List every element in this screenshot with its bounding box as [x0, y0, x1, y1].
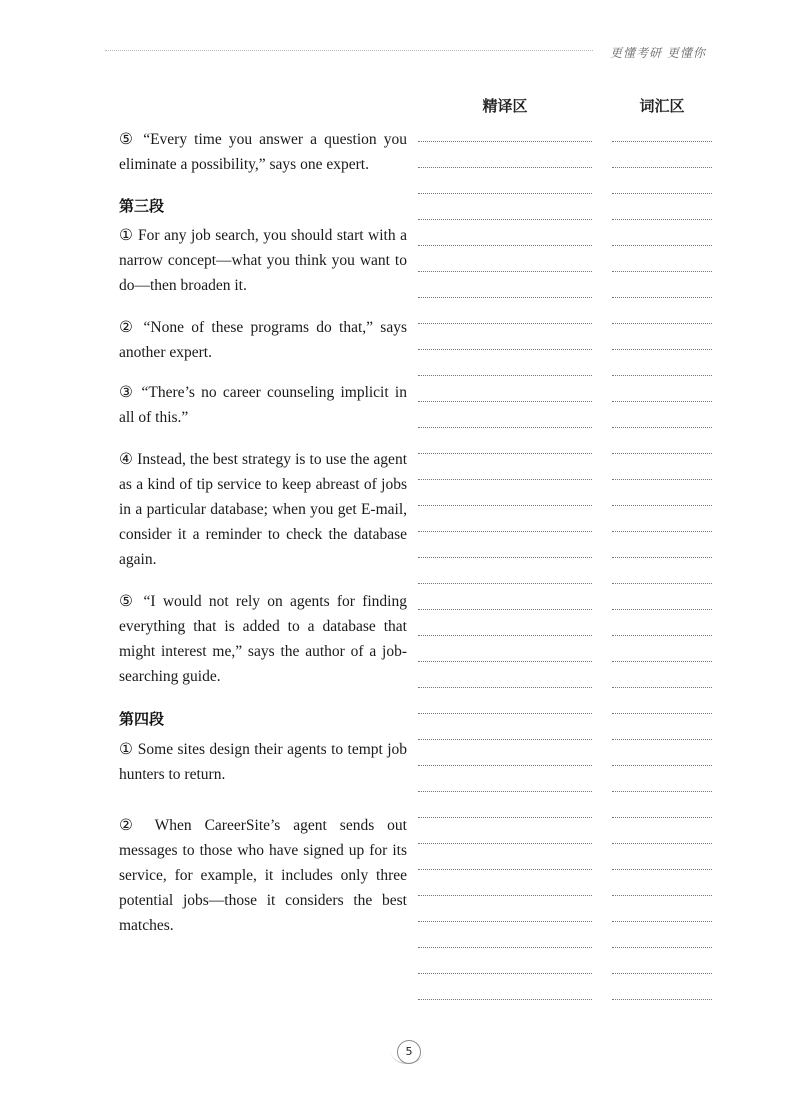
translation-writing-line: [418, 687, 592, 688]
vocabulary-writing-line: [612, 349, 712, 350]
sentence-p3-3: ③ “There’s no career counseling implicit in all of this.”: [119, 384, 407, 426]
translation-writing-line: [418, 973, 592, 974]
vocabulary-writing-line: [612, 297, 712, 298]
translation-writing-line: [418, 375, 592, 376]
vocabulary-writing-line: [612, 323, 712, 324]
vocabulary-writing-line: [612, 479, 712, 480]
section-title-3: 第三段: [119, 197, 165, 215]
translation-writing-line: [418, 895, 592, 896]
sentence-p3-2: ② “None of these programs do that,” says another expert.: [119, 319, 407, 361]
vocabulary-writing-line: [612, 505, 712, 506]
vocabulary-writing-line: [612, 375, 712, 376]
translation-writing-line: [418, 349, 592, 350]
sentence-p3-5: ⑤ “I would not rely on agents for finding everything that is added to a database that might interest me,” says the author of a job-searching guide.: [119, 593, 407, 685]
vocabulary-writing-line: [612, 609, 712, 610]
vocabulary-writing-line: [612, 713, 712, 714]
translation-writing-line: [418, 453, 592, 454]
header-slogan: 更懂考研 更懂你: [610, 46, 706, 60]
sentence-p2-5: ⑤ “Every time you answer a question you eliminate a possibility,” says one expert.: [119, 131, 407, 173]
translation-writing-line: [418, 427, 592, 428]
sentence-p3-1: ① For any job search, you should start with a narrow concept—what you think you want to do—then broaden it.: [119, 227, 407, 294]
vocabulary-writing-line: [612, 843, 712, 844]
vocabulary-writing-line: [612, 895, 712, 896]
vocabulary-writing-line: [612, 427, 712, 428]
vocabulary-writing-line: [612, 219, 712, 220]
vocabulary-writing-line: [612, 141, 712, 142]
translation-writing-line: [418, 999, 592, 1000]
translation-writing-line: [418, 297, 592, 298]
sentence-p4-1: ① Some sites design their agents to tempt job hunters to return.: [119, 741, 407, 783]
translation-writing-line: [418, 193, 592, 194]
vocabulary-writing-line: [612, 947, 712, 948]
translation-writing-line: [418, 921, 592, 922]
translation-writing-line: [418, 271, 592, 272]
vocabulary-writing-line: [612, 765, 712, 766]
vocabulary-column-header: 词汇区: [639, 97, 685, 115]
translation-writing-line: [418, 739, 592, 740]
translation-writing-line: [418, 843, 592, 844]
vocabulary-writing-line: [612, 999, 712, 1000]
vocabulary-writing-line: [612, 193, 712, 194]
translation-writing-line: [418, 557, 592, 558]
translation-writing-line: [418, 401, 592, 402]
translation-writing-line: [418, 505, 592, 506]
translation-writing-line: [418, 583, 592, 584]
vocabulary-writing-line: [612, 167, 712, 168]
translation-writing-line: [418, 661, 592, 662]
translation-writing-line: [418, 947, 592, 948]
translation-writing-line: [418, 245, 592, 246]
translation-writing-line: [418, 323, 592, 324]
vocabulary-writing-line: [612, 739, 712, 740]
vocabulary-writing-line: [612, 531, 712, 532]
vocabulary-writing-line: [612, 921, 712, 922]
vocabulary-writing-line: [612, 271, 712, 272]
vocabulary-writing-line: [612, 245, 712, 246]
translation-writing-line: [418, 635, 592, 636]
translation-writing-line: [418, 479, 592, 480]
translation-writing-line: [418, 531, 592, 532]
translation-writing-line: [418, 219, 592, 220]
vocabulary-writing-line: [612, 687, 712, 688]
vocabulary-writing-line: [612, 453, 712, 454]
translation-writing-line: [418, 869, 592, 870]
sentence-p4-2: ② When CareerSite’s agent sends out messages to those who have signed up for its service, for example, it includes only three potential jobs—those it considers the best matches.: [119, 817, 407, 934]
translation-writing-line: [418, 765, 592, 766]
vocabulary-writing-line: [612, 401, 712, 402]
translation-writing-line: [418, 141, 592, 142]
vocabulary-writing-line: [612, 583, 712, 584]
vocabulary-writing-line: [612, 869, 712, 870]
translation-writing-line: [418, 791, 592, 792]
header-rule: [105, 50, 593, 51]
vocabulary-writing-line: [612, 791, 712, 792]
translation-writing-line: [418, 713, 592, 714]
vocabulary-writing-line: [612, 973, 712, 974]
vocabulary-writing-line: [612, 635, 712, 636]
vocabulary-writing-line: [612, 661, 712, 662]
translation-writing-line: [418, 609, 592, 610]
vocabulary-writing-line: [612, 817, 712, 818]
translation-column-header: 精译区: [482, 97, 528, 115]
section-title-4: 第四段: [119, 710, 165, 728]
page-number: 5: [397, 1040, 421, 1064]
sentence-p3-4: ④ Instead, the best strategy is to use the agent as a kind of tip service to keep abreast of jobs in a particular database; when you get E-mail, consider it a reminder to check the database again.: [119, 451, 407, 568]
vocabulary-writing-line: [612, 557, 712, 558]
translation-writing-line: [418, 167, 592, 168]
translation-writing-line: [418, 817, 592, 818]
